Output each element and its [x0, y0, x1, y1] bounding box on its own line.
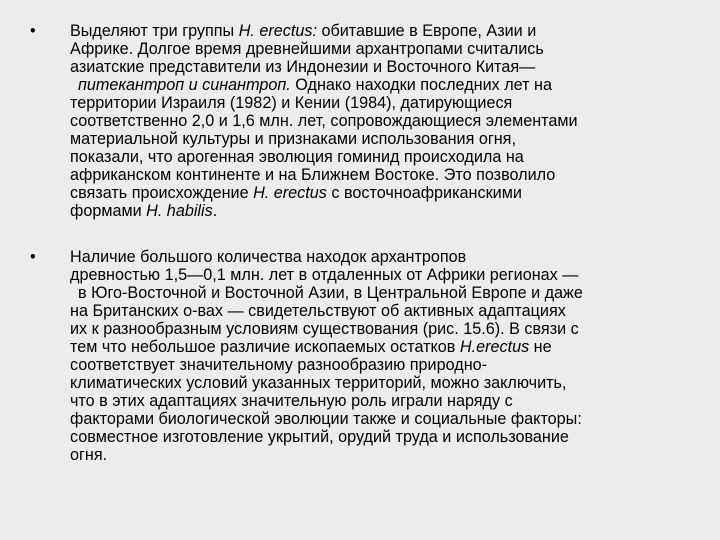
text-segment: . [212, 202, 218, 220]
bullet-item [30, 22, 690, 220]
bullet-dot-icon: • [30, 22, 36, 40]
text-line [70, 392, 690, 410]
text-segment: территории Израиля (1982) и Кении (1984), датирующиеся [70, 94, 513, 112]
text-segment: Африке. Долгое время древнейшими архантропами считались [70, 40, 544, 58]
text-line [70, 40, 690, 58]
italic-term: H. habilis [146, 202, 213, 220]
text-segment: что в этих адаптациях значительную роль играли наряду с [70, 392, 513, 410]
text-line [70, 58, 690, 76]
italic-term: H.erectus [459, 338, 530, 356]
text-segment: факторами биологической эволюции также и социальные факторы: [70, 410, 582, 428]
bullet-dot-icon: • [30, 248, 36, 266]
text-segment: Однако находки последних лет на [290, 76, 552, 94]
text-line [70, 130, 690, 148]
text-segment: совместное изготовление укрытий, орудий труда и использование [70, 428, 569, 446]
text-segment: не [529, 338, 552, 356]
text-line [70, 428, 690, 446]
text-line [70, 284, 690, 302]
text-segment: тем что небольшое различие ископаемых остатков [70, 338, 460, 356]
text-line [70, 202, 690, 220]
text-line [70, 22, 690, 40]
text-segment: связать происхождение [70, 184, 254, 202]
text-line [70, 320, 690, 338]
text-segment: Наличие большого количества находок архантропов [70, 248, 467, 266]
text-line [70, 338, 690, 356]
text-segment: Выделяют три группы [70, 22, 239, 40]
italic-term: H. erectus [253, 184, 327, 202]
text-segment: обитавшие в Европе, Азии и [316, 22, 537, 40]
text-line [70, 112, 690, 130]
text-segment: климатических условий указанных территорий, можно заключить, [70, 374, 567, 392]
italic-term: H. erectus: [238, 22, 317, 40]
text-line [70, 356, 690, 374]
text-segment: материальной культуры и признаками использования огня, [70, 130, 516, 148]
text-line [70, 148, 690, 166]
text-line [70, 266, 690, 284]
bullet-item [30, 248, 690, 464]
text-line [70, 94, 690, 112]
text-line [70, 184, 690, 202]
text-segment: огня. [70, 446, 108, 464]
text-segment: африканском континенте и на Ближнем Востоке. Это позволило [70, 166, 556, 184]
text-segment: показали, что арогенная эволюция гоминид происходила на [70, 148, 524, 166]
text-segment: соответственно 2,0 и 1,6 млн. лет, сопровождающиеся элементами [70, 112, 578, 130]
text-line [70, 302, 690, 320]
text-segment: их к разнообразным условиям существования (рис. 15.6). В связи с [70, 320, 579, 338]
text-segment: на Британских о-вах — свидетельствуют об активных адаптациях [70, 302, 566, 320]
italic-term: питекантроп и синантроп. [78, 76, 291, 94]
text-segment: соответствует значительному разнообразию природно- [70, 356, 488, 374]
text-line [70, 374, 690, 392]
text-line [70, 446, 690, 464]
text-segment: в Юго-Восточной и Восточной Азии, в Центральной Европе и даже [78, 284, 583, 302]
bullet-list [30, 22, 690, 464]
text-line [70, 410, 690, 428]
text-line [70, 248, 690, 266]
text-segment: древностью 1,5—0,1 млн. лет в отдаленных от Африки регионах — [70, 266, 579, 284]
text-segment: азиатские представители из Индонезии и Восточного Китая— [70, 58, 536, 76]
text-line [70, 166, 690, 184]
text-segment: формами [70, 202, 147, 220]
text-line [70, 76, 690, 94]
text-segment: с восточноафриканскими [326, 184, 522, 202]
